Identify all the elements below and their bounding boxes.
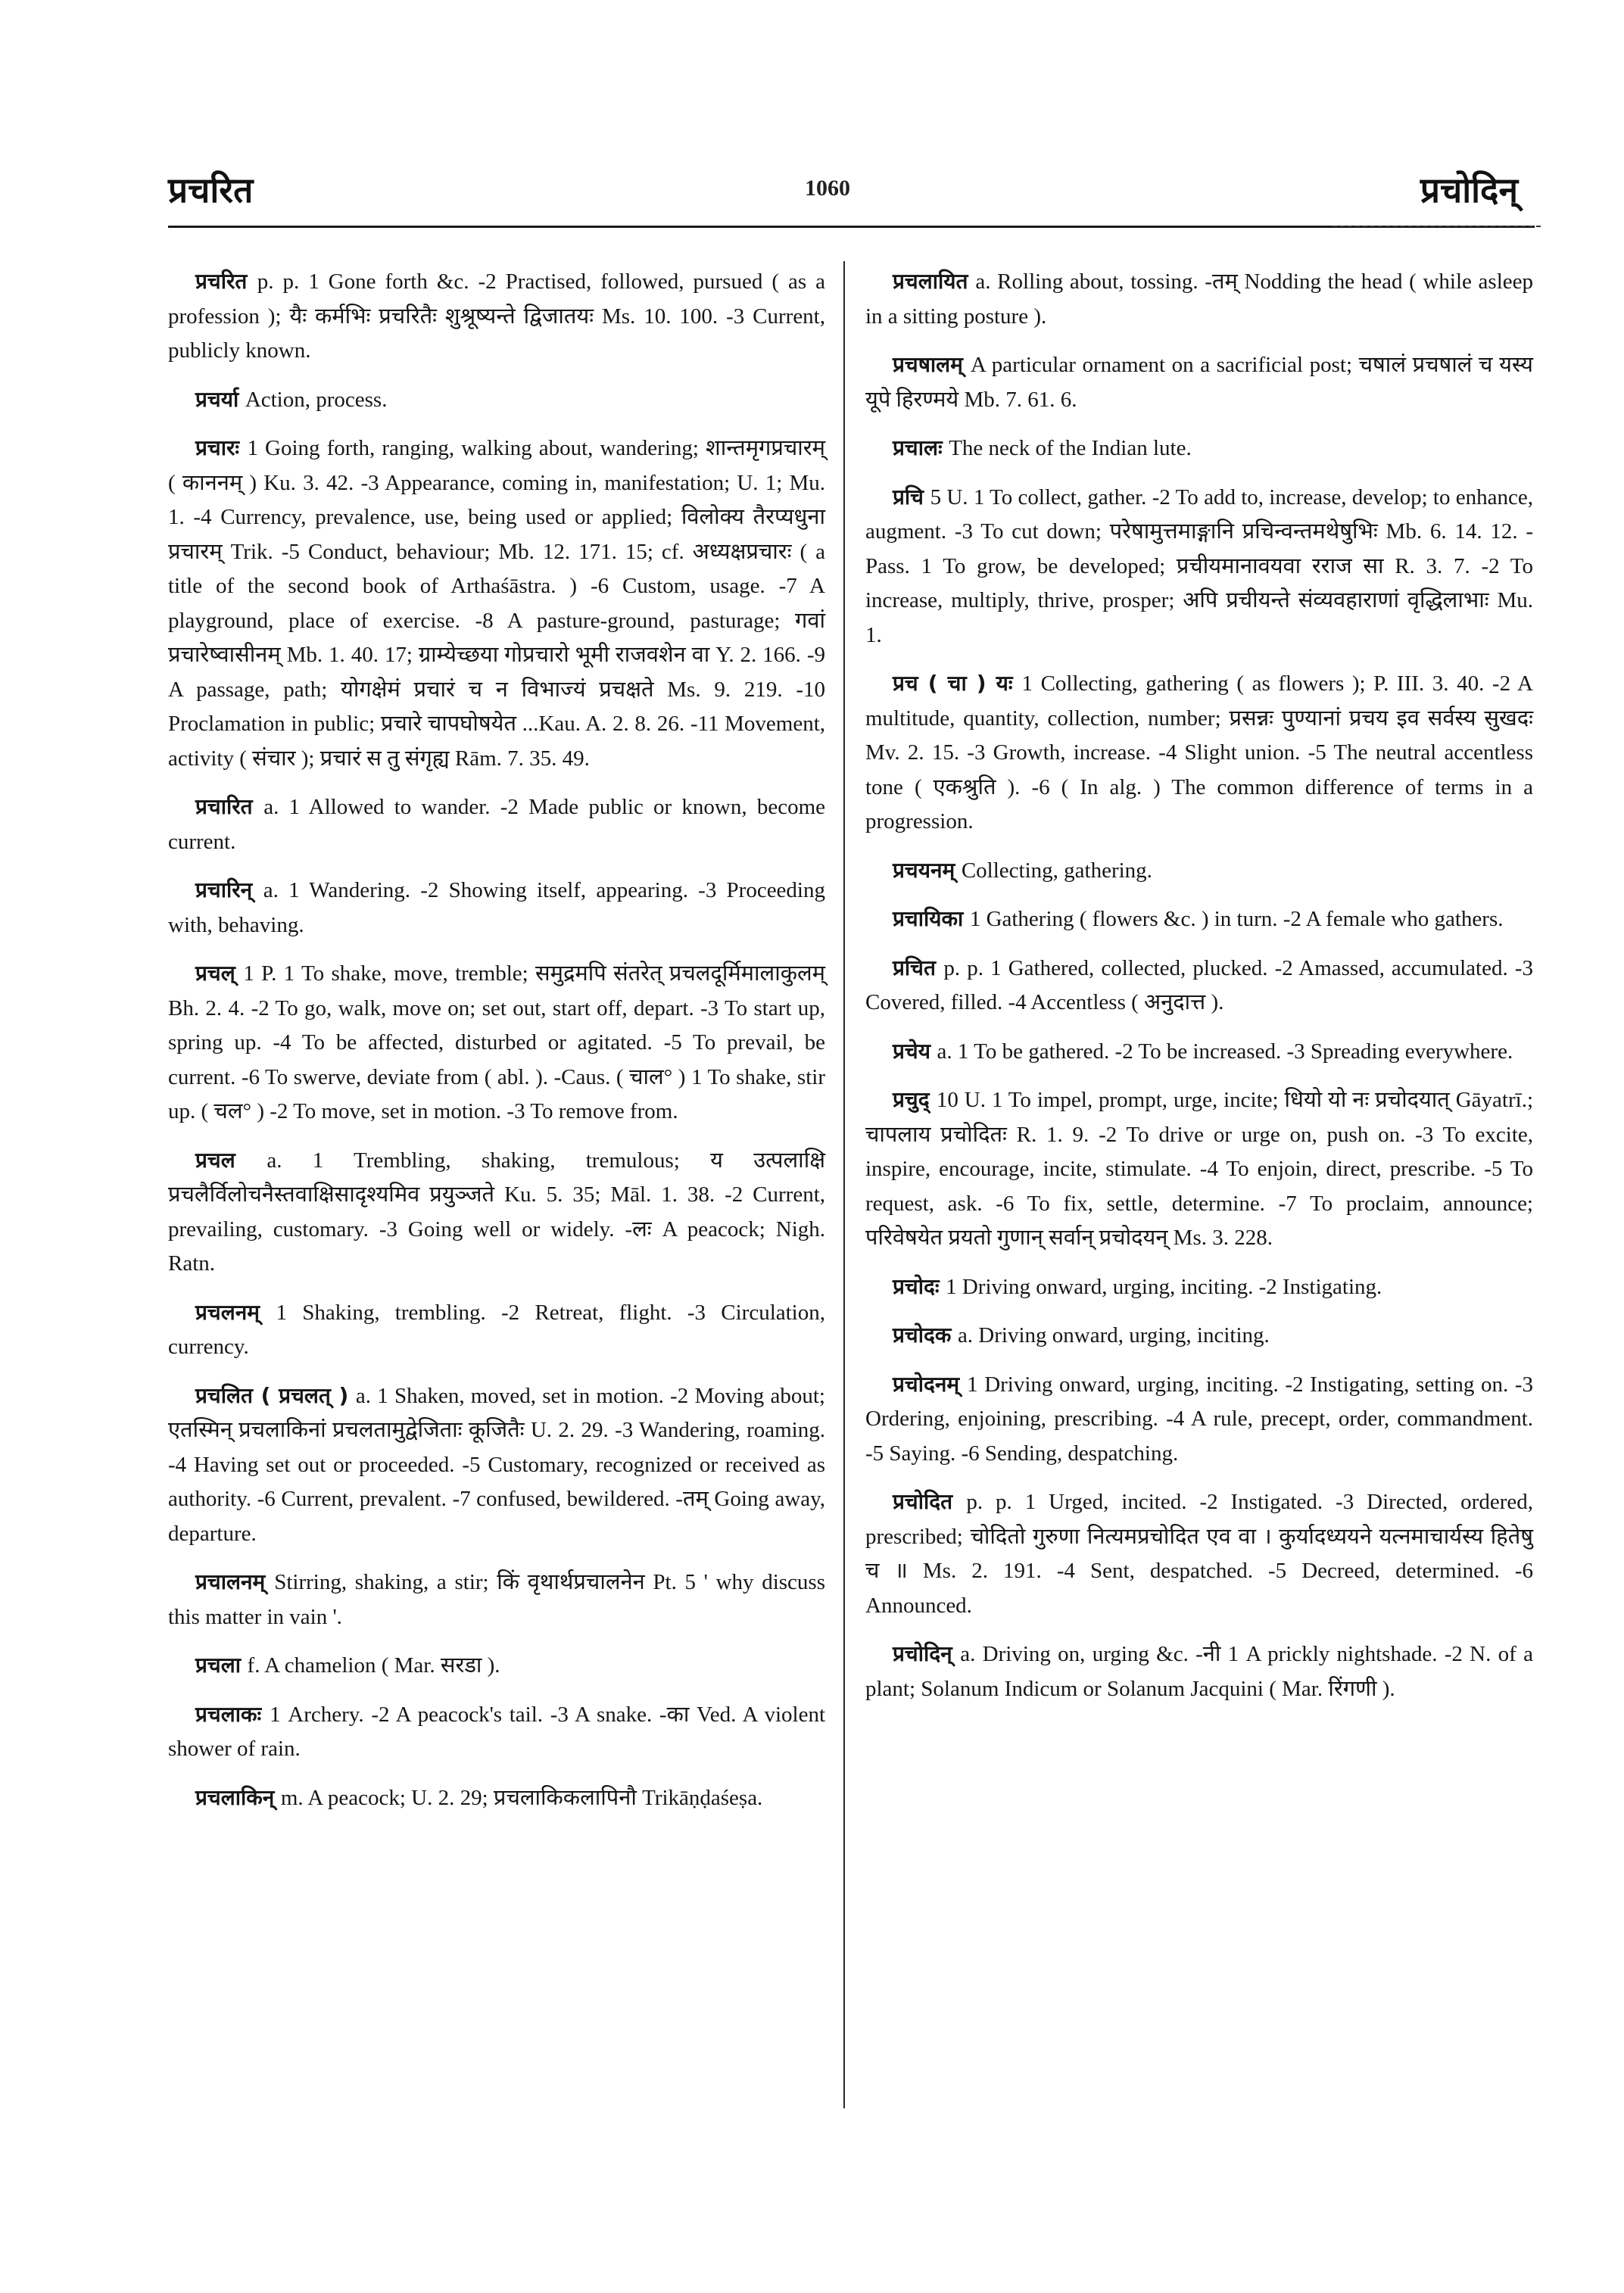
entry-definition: Action, process.: [245, 387, 388, 412]
dictionary-entry: [168, 1379, 825, 1552]
entry-definition: a. 1 Allowed to wander. -2 Made public or known, become current.: [168, 795, 825, 854]
page-number: 1060: [805, 176, 850, 201]
dictionary-entry: [168, 1144, 825, 1282]
dictionary-entry: [168, 790, 825, 859]
entry-definition: 10 U. 1 To impel, prompt, urge, incite; धियो यो नः प्रचोदयात् Gāyatrī.; चापलाय प्रचोदितः R. 1. 9. -2 To drive or urge on, push on. -3 To excite, inspire, encourage, incite, stimulate. -4 To enjoin, direct, prescribe. -5 To request, ask. -6 To fix, settle, determine. -7 To proclaim, announce; परिवेषयेत प्रयतो गुणान् सर्वान् प्रचोदयन् Ms. 3. 228.: [865, 1088, 1534, 1250]
right-column: [865, 265, 1533, 1721]
entry-headword: प्रचरित: [195, 269, 248, 294]
entry-headword: प्रचारः: [195, 435, 240, 460]
entry-headword: प्रचला: [195, 1653, 241, 1678]
entry-headword: प्रचुद्: [893, 1087, 930, 1112]
entry-headword: प्रचित: [893, 955, 936, 980]
dictionary-entry: [168, 957, 825, 1129]
dictionary-entry: [865, 1368, 1533, 1472]
entry-definition: 5 U. 1 To collect, gather. -2 To add to, increase, develop; to enhance, augment. -3 To cut down; परेषामुत्तमाङ्गानि प्रचिन्वन्तमथेषुभिः Mb. 6. 14. 12. -Pass. 1 To grow, be developed; प्रचीयमानावयवा रराज सा R. 3. 7. -2 To increase, multiply, thrive, prosper; अपि प्रचीयन्ते संव्यवहाराणां वृद्धिलाभाः Mu. 1.: [865, 484, 1533, 647]
dictionary-entry: [865, 1083, 1533, 1256]
dictionary-entry: [865, 348, 1533, 417]
entry-headword: प्रचालः: [893, 435, 943, 460]
dictionary-entry: [865, 431, 1533, 466]
dictionary-entry: [865, 1035, 1533, 1070]
entry-headword: प्रचालनम्: [195, 1569, 266, 1594]
dictionary-entry: [168, 265, 825, 369]
entry-definition: 1 P. 1 To shake, move, tremble; समुद्रमपि संतरेत् प्रचलदूर्मिमालाकुलम् Bh. 2. 4. -2 To go, walk, move on; set out, start off, depart. -3 To start up, spring up. -4 To be affected, disturbed or agitated. -5 To prevail, be current. -6 To swerve, deviate from ( abl. ). -Caus. ( चाल° ) 1 To shake, stir up. ( चल° ) -2 To move, set in motion. -3 To remove from.: [168, 961, 825, 1123]
entry-headword: प्रचलाकः: [195, 1701, 262, 1727]
entry-definition: m. A peacock; U. 2. 29; प्रचलाकिकलापिनौ Trikāṇḍaśeṣa.: [280, 1785, 763, 1810]
column-divider: [843, 261, 845, 2108]
entry-headword: प्रचषालम्: [893, 352, 963, 377]
entry-headword: प्रचारित: [195, 794, 253, 819]
entry-headword: प्रचल्: [195, 961, 235, 986]
entry-headword: प्रचयनम्: [893, 857, 955, 883]
entry-definition: 1 Gathering ( flowers &c. ) in turn. -2 A female who gathers.: [969, 907, 1504, 931]
entry-definition: 1 Collecting, gathering ( as flowers ); P. III. 3. 40. -2 A multitude, quantity, collection, number; प्रसन्नः पुण्यानां प्रचय इव सर्वस्य सुखदः Mv. 2. 15. -3 Growth, increase. -4 Slight union. -5 The neutral accentless tone ( एकश्रुति ). -6 ( In alg. ) The common difference of terms in a progression.: [865, 671, 1533, 833]
entry-headword: प्रचलाकिन्: [195, 1784, 275, 1810]
entry-headword: प्रचारिन्: [195, 877, 253, 902]
entry-headword: प्रचेय: [893, 1038, 930, 1064]
dictionary-entry: [865, 952, 1533, 1020]
entry-definition: A particular ornament on a sacrificial post; चषालं प्रचषालं च यस्य यूपे हिरण्मये Mb. 7. 61. 6.: [865, 353, 1533, 412]
entry-definition: a. 1 To be gathered. -2 To be increased. -3 Spreading everywhere.: [937, 1039, 1513, 1064]
dictionary-entry: [168, 1698, 825, 1767]
entry-headword: प्रचि: [893, 484, 924, 509]
dictionary-entry: [168, 1566, 825, 1634]
entry-definition: a. 1 Shaken, moved, set in motion. -2 Moving about; एतस्मिन् प्रचलाकिनां प्रचलतामुद्वेजिताः कूजितैः U. 2. 29. -3 Wandering, roaming. -4 Having set out or proceeded. -5 Customary, recognized or received as authority. -6 Current, prevalent. -7 confused, bewildered. -तम् Going away, departure.: [168, 1383, 825, 1546]
entry-headword: प्रचलायित: [893, 269, 968, 294]
entry-definition: p. p. 1 Urged, incited. -2 Instigated. -3 Directed, ordered, prescribed; चोदितो गुरुणा नित्यमप्रचोदित एव वा । कुर्यादध्ययने यत्नमाचार्यस्य हितेषु च ॥ Ms. 2. 191. -4 Sent, despatched. -5 Decreed, determined. -6 Announced.: [865, 1490, 1533, 1618]
entry-headword: प्रचायिका: [893, 906, 964, 931]
entry-headword: प्रचोदित: [893, 1489, 953, 1514]
left-running-headword: प्रचरित: [168, 170, 254, 210]
dictionary-entry: [865, 667, 1533, 840]
entry-headword: प्रचलित ( प्रचलत् ): [195, 1382, 349, 1408]
dictionary-entry: [865, 854, 1533, 889]
entry-definition: f. A chamelion ( Mar. सरडा ).: [247, 1653, 500, 1678]
dictionary-entry: [865, 1485, 1533, 1623]
entry-definition: a. 1 Wandering. -2 Showing itself, appearing. -3 Proceeding with, behaving.: [168, 878, 825, 937]
entry-definition: a. 1 Trembling, shaking, tremulous; य उत्पलाक्षि प्रचलैर्विलोचनैस्तवाक्षिसादृश्यमिव प्रयुञ्जते Ku. 5. 35; Māl. 1. 38. -2 Current, prevailing, customary. -3 Going well or widely. -लः A peacock; Nigh. Ratn.: [168, 1148, 825, 1276]
right-running-headword: प्रचोदिन्: [1420, 170, 1518, 210]
entry-definition: a. Driving onward, urging, inciting.: [957, 1323, 1270, 1347]
entry-definition: p. p. 1 Gathered, collected, plucked. -2 Amassed, accumulated. -3 Covered, filled. -4 Accentless ( अनुदात्त ).: [865, 955, 1533, 1014]
left-column: [168, 265, 825, 1830]
dictionary-entry: [168, 1296, 825, 1365]
entry-definition: Collecting, gathering.: [961, 858, 1152, 883]
entry-definition: 1 Shaking, trembling. -2 Retreat, flight. -3 Circulation, currency.: [168, 1300, 825, 1359]
entry-definition: a. Driving on, urging &c. -नी 1 A prickly nightshade. -2 N. of a plant; Solanum Indicum or Solanum Jacquini ( Mar. रिंगणी ).: [865, 1642, 1533, 1701]
dictionary-entry: [168, 431, 825, 776]
header-rule-dashed: [1333, 226, 1541, 227]
dictionary-entry: [865, 1319, 1533, 1354]
entry-headword: प्रचोदक: [893, 1323, 952, 1347]
dictionary-entry: [865, 265, 1533, 334]
entry-definition: 1 Archery. -2 A peacock's tail. -3 A snake. -का Ved. A violent shower of rain.: [168, 1702, 825, 1761]
entry-headword: प्रचोदिन्: [893, 1641, 952, 1666]
dictionary-entry: [168, 874, 825, 942]
entry-headword: प्रचलनम्: [195, 1299, 260, 1325]
dictionary-entry: [865, 481, 1533, 653]
entry-definition: a. Rolling about, tossing. -तम् Nodding the head ( while asleep in a sitting posture ).: [865, 269, 1533, 329]
dictionary-entry: [865, 902, 1533, 937]
entry-headword: प्रचोदनम्: [893, 1371, 960, 1397]
entry-headword: प्रच ( चा ) यः: [893, 671, 1013, 696]
entry-definition: 1 Going forth, ranging, walking about, wandering; शान्तमृगप्रचारम् ( काननम् ) Ku. 3. 42. -3 Appearance, coming in, manifestation; U. 1; Mu. 1. -4 Currency, prevalence, use, being used or applied; विलोक्य तैरप्यधुना प्रचारम् Trik. -5 Conduct, behaviour; Mb. 12. 171. 15; cf. अध्यक्षप्रचारः ( a title of the second book of Arthaśāstra. ) -6 Custom, usage. -7 A playground, place of exercise. -8 A pasture-ground, pasturage; गवां प्रचारेष्वासीनम् Mb. 1. 40. 17; ग्राम्येच्छया गोप्रचारो भूमी राजवशेन वा Y. 2. 166. -9 A passage, path; योगक्षेमं प्रचारं च न विभाज्यं प्रचक्षते Ms. 9. 219. -10 Proclamation in public; प्रचारे चापघोषयेत ...Kau. A. 2. 8. 26. -11 Movement, activity ( संचार ); प्रचारं स तु संगृह्य Rām. 7. 35. 49.: [168, 436, 825, 771]
dictionary-entry: [168, 1781, 825, 1816]
entry-definition: 1 Driving onward, urging, inciting. -2 Instigating.: [946, 1274, 1382, 1299]
entry-headword: प्रचर्या: [195, 386, 239, 412]
dictionary-entry: [168, 383, 825, 418]
entry-definition: p. p. 1 Gone forth &c. -2 Practised, followed, pursued ( as a profession ); यैः कर्मभिः प्रचरितैः शुश्रूष्यन्ते द्विजातयः Ms. 10. 100. -3 Current, publicly known.: [168, 269, 825, 363]
header-rule: [168, 226, 1535, 228]
dictionary-entry: [865, 1637, 1533, 1706]
entry-headword: प्रचल: [195, 1147, 235, 1173]
entry-definition: The neck of the Indian lute.: [949, 436, 1192, 460]
entry-definition: Stirring, shaking, a stir; किं वृथार्थप्रचालनेन Pt. 5 ' why discuss this matter in vain '.: [168, 1570, 825, 1629]
entry-headword: प्रचोदः: [893, 1273, 940, 1299]
dictionary-entry: [865, 1270, 1533, 1305]
dictionary-entry: [168, 1649, 825, 1684]
entry-definition: 1 Driving onward, urging, inciting. -2 Instigating, setting on. -3 Ordering, enjoining, prescribing. -4 A rule, precept, order, commandment. -5 Saying. -6 Sending, despatching.: [865, 1372, 1533, 1466]
